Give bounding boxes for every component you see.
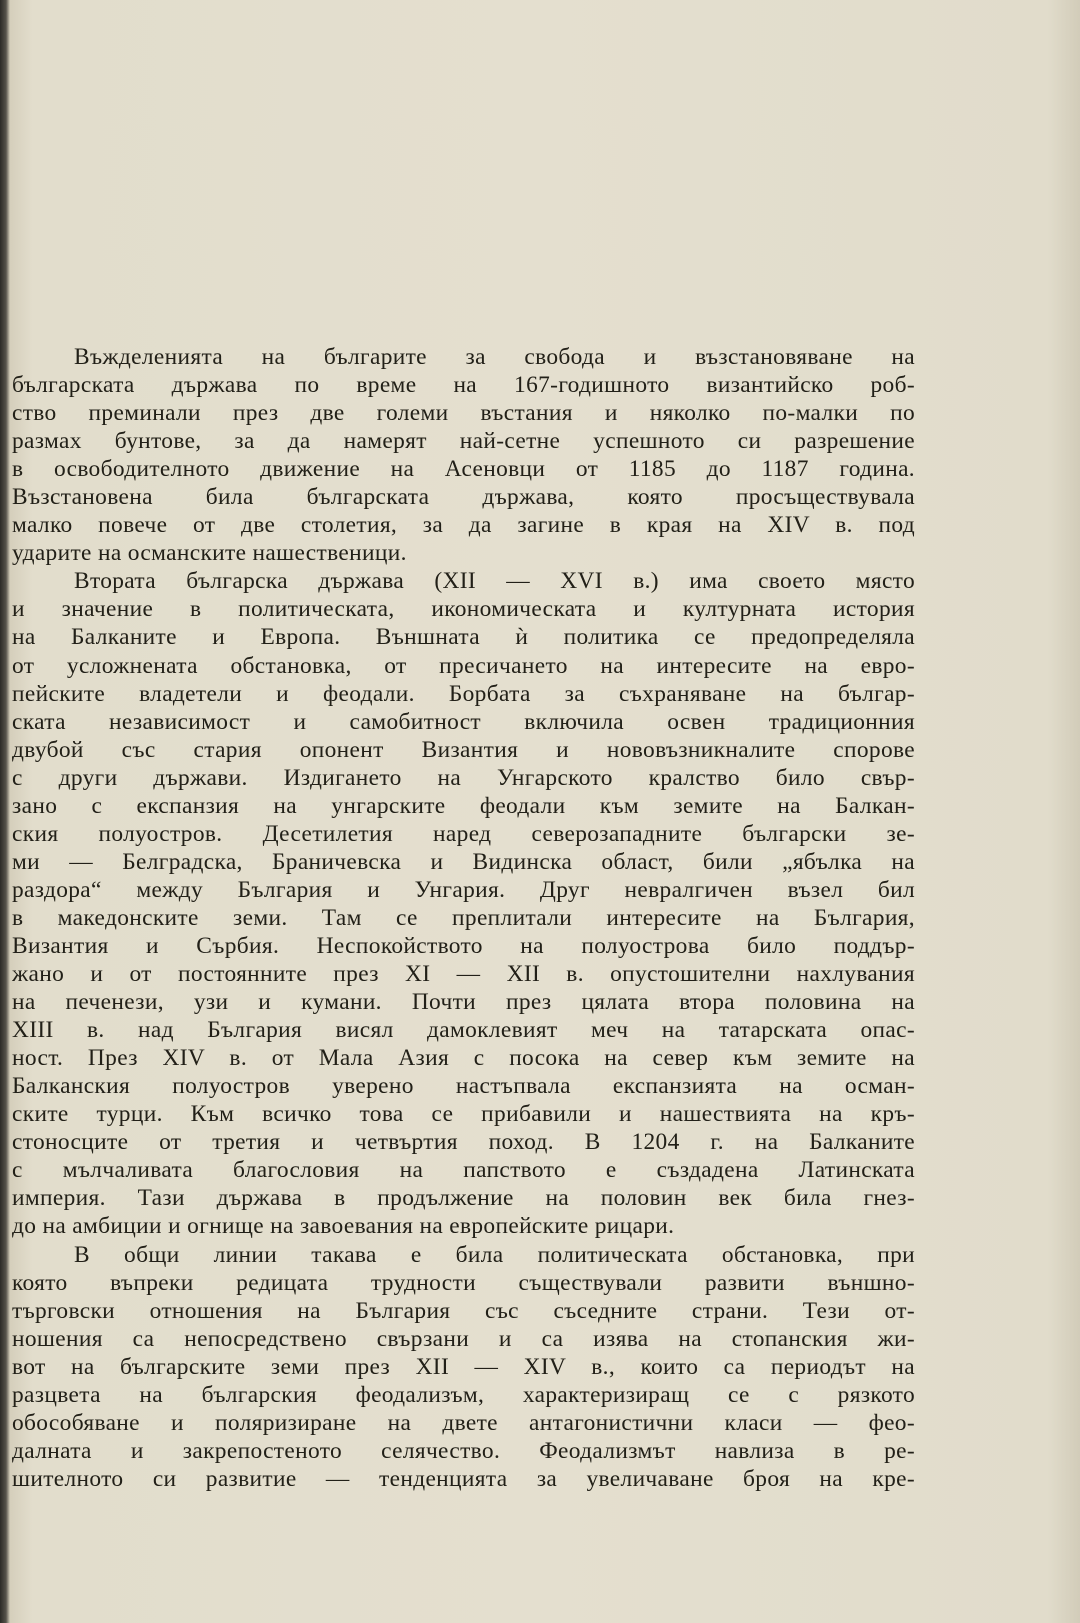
text-line: В общи линии такава е била политическата обстановка, при bbox=[74, 1241, 915, 1268]
text-line: зано с експанзия на унгарските феодали към земите на Балкан- bbox=[12, 792, 915, 819]
text-line: от усложнената обстановка, от пресичането на интересите на евро- bbox=[12, 652, 915, 679]
text-line: в македонските земи. Там се преплитали интересите на България, bbox=[12, 904, 915, 931]
text-line: с други държави. Издигането на Унгарското кралство било свър- bbox=[12, 764, 915, 791]
text-line: раздора“ между България и Унгария. Друг невралгичен възел бил bbox=[12, 876, 915, 903]
text-line: ми — Белградска, Браничевска и Видинска област, били „ябълка на bbox=[12, 848, 915, 875]
text-line: шителното си развитие — тенденцията за увеличаване броя на кре- bbox=[12, 1465, 915, 1492]
text-line: на Балканите и Европа. Външната ѝ политика се предопределяла bbox=[12, 624, 915, 651]
text-line: търговски отношения на България със съседните страни. Тези от- bbox=[12, 1297, 915, 1324]
text-line: българската държава по време на 167-годишното византийско роб- bbox=[12, 372, 915, 399]
text-line: жано и от постоянните през XI — XII в. опустошителни нахлувания bbox=[12, 961, 915, 988]
text-line: Балканския полуостров уверено настъпвала експанзията на осман- bbox=[12, 1073, 915, 1100]
text-line: до на амбиции и огнище на завоевания на европейските рицари. bbox=[12, 1213, 675, 1240]
text-line: Възстановена била българската държава, която просъществувала bbox=[12, 484, 915, 511]
text-line: в освободителното движение на Асеновци от 1185 до 1187 година. bbox=[12, 456, 915, 483]
text-line: двубой със стария опонент Византия и нововъзникналите спорове bbox=[12, 736, 915, 763]
text-line: империя. Тази държава в продължение на половин век била гнез- bbox=[12, 1185, 915, 1212]
text-line: XIII в. над България висял дамоклевият меч на татарската опас- bbox=[12, 1017, 915, 1044]
text-line: Византия и Сърбия. Неспокойството на полуострова било поддър- bbox=[12, 932, 915, 959]
text-line: и значение в политическата, икономическата и културната история bbox=[12, 596, 915, 623]
text-line: с мълчаливата благословия на папството е създадена Латинската bbox=[12, 1157, 915, 1184]
text-line: стоносците от третия и четвъртия поход. В 1204 г. на Балканите bbox=[12, 1129, 915, 1156]
text-line: разцвета на българския феодализъм, характеризиращ се с рязкото bbox=[12, 1381, 915, 1408]
text-line: ство преминали през две големи въстания и няколко по-малки по bbox=[12, 400, 915, 427]
text-line: ския полуостров. Десетилетия наред северозападните български зе- bbox=[12, 820, 915, 847]
text-line: ношения са непосредствено свързани и са изява на стопанския жи- bbox=[12, 1325, 915, 1352]
text-line: размах бунтове, за да намерят най-сетне успешното си разрешение bbox=[12, 428, 915, 455]
text-line: пейските владетели и феодали. Борбата за съхраняване на българ- bbox=[12, 680, 915, 707]
text-line: ударите на османските нашественици. bbox=[12, 540, 407, 567]
text-line: далната и закрепостеното селячество. Феодализмът навлиза в ре- bbox=[12, 1437, 915, 1464]
text-line: вот на българските земи през XII — XIV в., които са периодът на bbox=[12, 1353, 915, 1380]
text-line: малко повече от две столетия, за да загине в края на XIV в. под bbox=[12, 512, 915, 539]
text-line: обособяване и поляризиране на двете антагонистични класи — фео- bbox=[12, 1409, 915, 1436]
text-line: Въжделенията на българите за свобода и възстановяване на bbox=[74, 344, 915, 370]
text-line: на печенези, узи и кумани. Почти през цялата втора половина на bbox=[12, 989, 915, 1016]
text-line: ност. През XIV в. от Мала Азия с посока на север към земите на bbox=[12, 1045, 915, 1072]
text-line: която въпреки редицата трудности съществували развити външно- bbox=[12, 1269, 915, 1296]
body-text bbox=[12, 343, 915, 1493]
text-line: Втората българска държава (XII — XVI в.) има своето място bbox=[74, 568, 915, 595]
binding-edge bbox=[0, 0, 10, 1623]
text-line: ската независимост и самобитност включила освен традиционния bbox=[12, 708, 915, 735]
text-line: ските турци. Към всичко това се прибавили и нашествията на кръ- bbox=[12, 1101, 915, 1128]
